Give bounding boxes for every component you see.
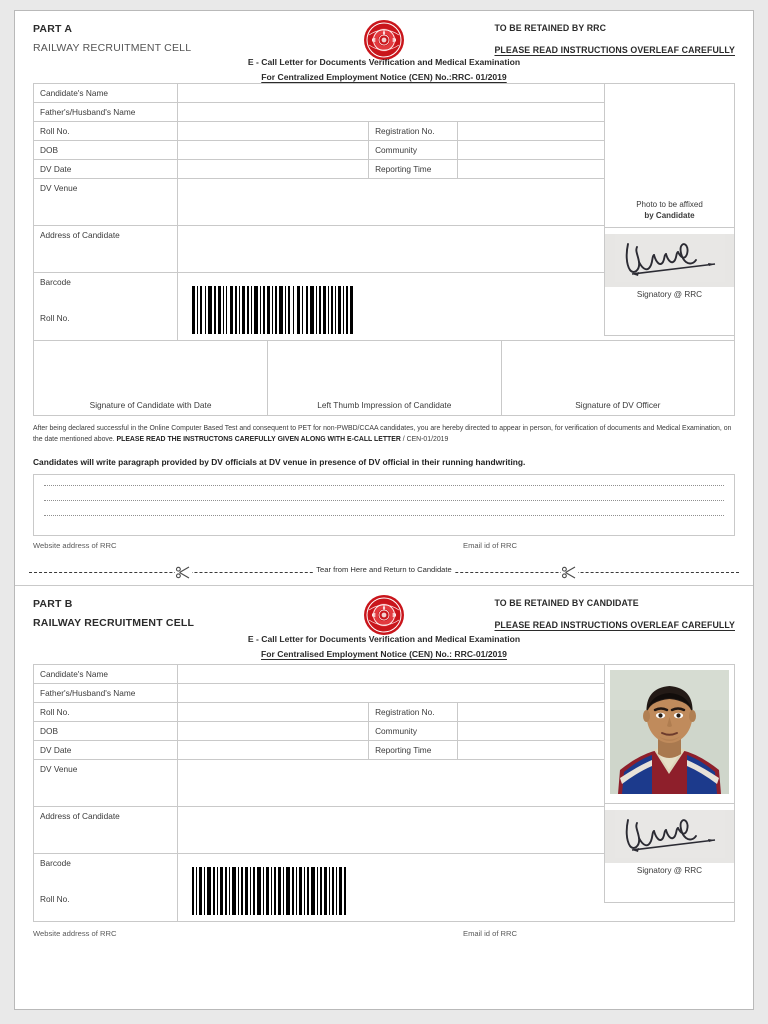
scissors-icon [561,564,578,581]
label-barcode [34,853,178,921]
label-dob: DOB [34,141,178,160]
part-b-label: PART B [33,597,73,610]
field-dv-date[interactable] [178,740,369,759]
part-a-header [15,11,753,83]
part-a-footer [33,541,735,553]
part-a-title-line-1: E - Call Letter for Documents Verification and Medical Examination [247,57,521,67]
label-dv-date: DV Date [34,160,178,179]
part-b-organisation-name: RAILWAY RECRUITMENT CELL [33,616,195,629]
thumb-impression-cell[interactable]: Left Thumb Impression of Candidate [268,341,501,416]
tear-line [23,561,745,583]
field-roll-no[interactable] [178,122,369,141]
part-b-header [15,586,753,664]
field-dob[interactable] [178,141,369,160]
part-a-overleaf-note: PLEASE READ INSTRUCTIONS OVERLEAF CAREFULLY [494,45,735,55]
dotted-writing-line [44,500,724,501]
part-b-candidate-photo [605,670,734,803]
label-dv-venue: DV Venue [34,179,178,226]
part-b-title-line-2: For Centralised Employment Notice (CEN) No.: RRC-01/2019 [261,648,507,659]
label-barcode-roll-no: Roll No. [40,313,70,323]
part-a-side-panel [604,83,735,336]
rrc-signature-image [605,810,734,863]
indian-railways-emblem-icon [363,19,405,61]
label-barcode [34,273,178,341]
label-barcode-roll-no: Roll No. [40,893,70,904]
part-a-photo-placeholder [605,84,734,227]
call-letter-document [14,10,754,1010]
label-community: Community [369,141,458,160]
label-dv-venue: DV Venue [34,759,178,806]
part-a-website-label: Website address of RRC [33,540,117,550]
label-dob: DOB [34,721,178,740]
part-b-signatory-block [605,803,734,908]
part-a-header-left [33,23,191,54]
label-candidate-name: Candidate's Name [34,664,178,683]
part-a-signature-row-wrap [33,340,735,416]
photo-caption-line-2: by Candidate [644,211,695,221]
signature-of-dv-officer-cell[interactable]: Signature of DV Officer [501,341,734,416]
label-registration-no: Registration No. [369,122,458,141]
label-roll-no: Roll No. [34,702,178,721]
label-father-name: Father's/Husband's Name [34,103,178,122]
signature-of-candidate-cell[interactable]: Signature of Candidate with Date [34,341,268,416]
part-b-retained-by: TO BE RETAINED BY CANDIDATE [494,597,639,608]
part-a-header-right [494,23,735,55]
part-a-title-block [15,57,753,85]
part-a-signatory-block [605,227,734,336]
part-a-signature-row [33,340,735,416]
label-community: Community [369,721,458,740]
scissors-icon [175,564,192,581]
label-dv-date: DV Date [34,740,178,759]
label-registration-no: Registration No. [369,702,458,721]
part-a-retained-by: TO BE RETAINED BY RRC [494,23,607,33]
label-candidate-name: Candidate's Name [34,84,178,103]
label-reporting-time: Reporting Time [369,740,458,759]
part-b-overleaf-note: PLEASE READ INSTRUCTIONS OVERLEAF CAREFULLY [494,619,735,630]
part-a-title-line-2: For Centralized Employment Notice (CEN) No.:RRC- 01/2019 [261,72,507,82]
part-a-label: PART A [33,23,73,35]
tear-line-label: Tear from Here and Return to Candidate [313,565,455,574]
part-b-side-panel [604,664,735,903]
part-a-organisation-name: RAILWAY RECRUITMENT CELL [33,42,192,54]
indian-railways-emblem-icon [363,594,405,636]
label-address: Address of Candidate [34,226,178,273]
part-b-website-label: Website address of RRC [33,928,117,938]
field-dob[interactable] [178,721,369,740]
part-a-handwriting-instruction: Candidates will write paragraph provided by DV officials at DV venue in presence of DV official in their running handwriting. [33,456,526,467]
rrc-signature-image [605,234,734,287]
signatory-caption: Signatory @ RRC [636,290,703,299]
part-a-form-table-wrap [33,83,735,341]
part-a-email-label: Email id of RRC [463,540,518,550]
declaration-text-pre: After being declared successful in the Online Computer Based Test and consequent to PET for non-PWBD/CCAA candidates, you are hereby directed to appear in person, for verification of documents and Medical Examination, on the date mentioned above. [33,425,732,444]
part-b-header-right [494,598,735,630]
label-roll-no: Roll No. [34,122,178,141]
field-dv-date[interactable] [178,160,369,179]
label-reporting-time: Reporting Time [369,160,458,179]
declaration-text-post: / CEN-01/2019 [400,436,449,444]
label-address: Address of Candidate [34,806,178,853]
dotted-writing-line [44,515,724,516]
declaration-text-bold: PLEASE READ THE INSTRUCTONS CAREFULLY GIVEN ALONG WITH E-CALL LETTER [116,436,401,444]
part-b-form-table-wrap [33,664,735,922]
part-b-header-left [33,598,194,629]
photo-caption-line-1: Photo to be affixed [636,200,703,210]
label-barcode-text: Barcode [40,277,71,287]
part-b-footer [33,929,735,941]
handwriting-answer-box[interactable] [33,474,735,536]
photo-affix-caption [605,200,734,222]
field-roll-no[interactable] [178,702,369,721]
part-b-title-line-1: E - Call Letter for Documents Verification and Medical Examination [247,633,521,644]
signatory-caption: Signatory @ RRC [636,865,703,875]
part-b-email-label: Email id of RRC [463,928,518,938]
label-barcode-text: Barcode [40,857,71,868]
dotted-writing-line [44,485,724,486]
candidate-photo-image [610,670,729,794]
part-a-declaration-paragraph [33,423,735,446]
label-father-name: Father's/Husband's Name [34,683,178,702]
